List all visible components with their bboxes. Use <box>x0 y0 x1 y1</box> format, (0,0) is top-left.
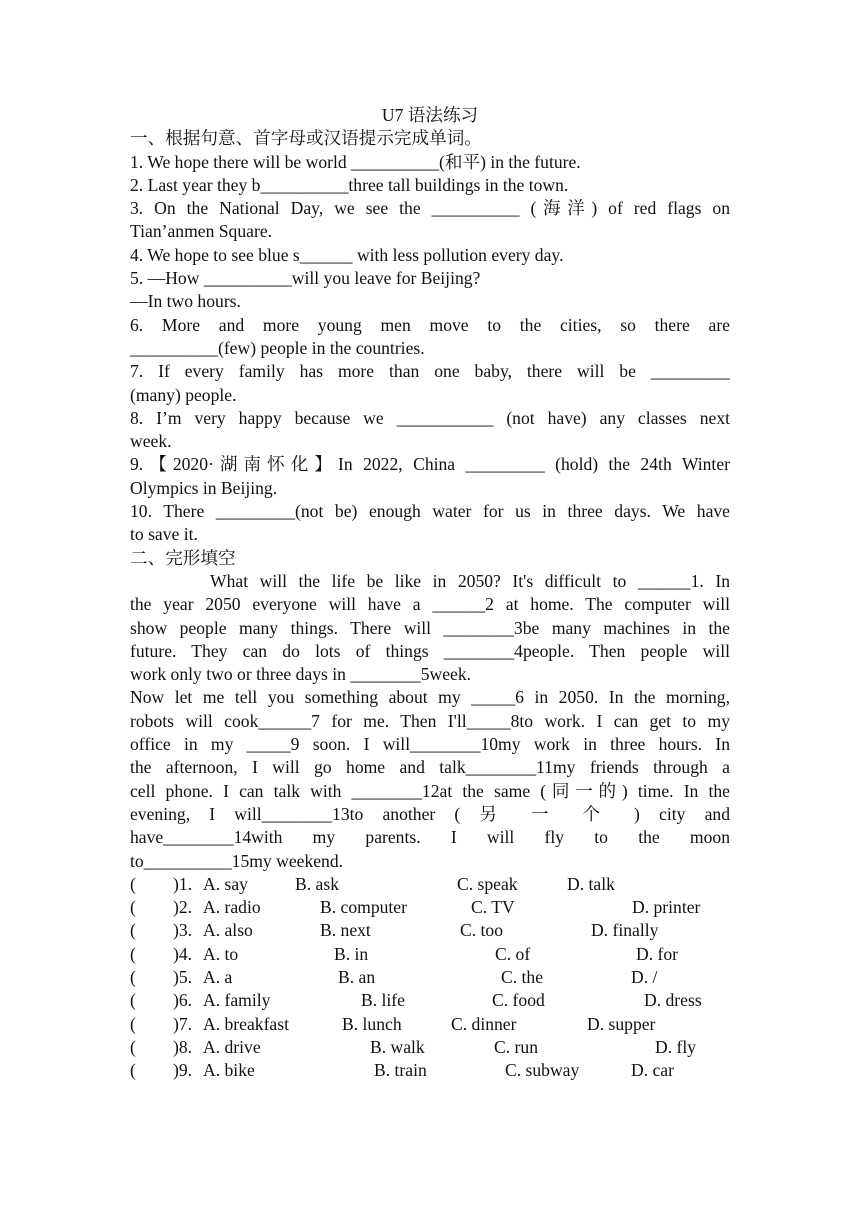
passage-line: work only two or three days in ________5week. <box>130 664 472 685</box>
option-c: C. run <box>494 1036 538 1057</box>
question-line: Olympics in Beijing. <box>130 477 278 498</box>
option-row <box>130 919 730 942</box>
option-b: B. life <box>361 990 405 1011</box>
passage-line: to__________15my weekend. <box>130 850 344 871</box>
option-row <box>130 1059 730 1082</box>
option-b: B. in <box>334 943 369 964</box>
question-line: 2. Last year they b__________three tall buildings in the town. <box>130 174 569 195</box>
option-a: A. also <box>203 920 253 941</box>
option-c: C. speak <box>457 873 518 894</box>
passage-line: have________14with my parents. I will fly to the moon <box>130 827 730 848</box>
option-a: A. a <box>203 966 233 987</box>
option-a: A. breakfast <box>203 1013 289 1034</box>
option-row <box>130 1036 730 1059</box>
option-row <box>130 896 730 919</box>
option-row <box>130 943 730 966</box>
answer-paren: ( <box>130 873 136 894</box>
options-list <box>130 873 730 1083</box>
worksheet-page <box>130 104 730 1082</box>
answer-paren: ( <box>130 1013 136 1034</box>
option-a: A. bike <box>203 1060 255 1081</box>
question-line: 1. We hope there will be world __________(和平) in the future. <box>130 151 581 172</box>
question-number: )9. <box>173 1060 193 1081</box>
option-d: D. / <box>631 966 658 987</box>
option-b: B. lunch <box>342 1013 402 1034</box>
option-d: D. supper <box>587 1013 656 1034</box>
question-line: __________(few) people in the countries. <box>130 337 425 358</box>
option-d: D. for <box>636 943 679 964</box>
option-d: D. fly <box>655 1036 697 1057</box>
question-line: to save it. <box>130 524 198 545</box>
option-c: C. dinner <box>451 1013 517 1034</box>
question-line: 7. If every family has more than one baby, there will be _________ <box>130 361 730 382</box>
question-number: )2. <box>173 897 193 918</box>
option-c: C. TV <box>471 897 515 918</box>
answer-paren: ( <box>130 897 136 918</box>
option-row <box>130 966 730 989</box>
option-a: A. to <box>203 943 239 964</box>
answer-paren: ( <box>130 990 136 1011</box>
question-line: Tian’anmen Square. <box>130 221 273 242</box>
passage-line: office in my _____9 soon. I will________10my work in three hours. In <box>130 734 730 755</box>
question-line: 6. More and more young men move to the cities, so there are <box>130 314 730 335</box>
option-d: D. car <box>631 1060 674 1081</box>
question-line: 9.【2020·湖南怀化】In 2022, China _________ (hold) the 24th Winter <box>130 454 730 475</box>
answer-paren: ( <box>130 943 136 964</box>
passage-line: evening, I will________13to another ( 另 一 个 ) city and <box>130 803 730 824</box>
answer-paren: ( <box>130 1060 136 1081</box>
question-number: )7. <box>173 1013 193 1034</box>
question-line: (many) people. <box>130 384 237 405</box>
option-a: A. say <box>203 873 248 894</box>
question-number: )6. <box>173 990 193 1011</box>
question-number: )1. <box>173 873 193 894</box>
option-b: B. next <box>320 920 371 941</box>
question-line: 10. There _________(not be) enough water for us in three days. We have <box>130 501 730 522</box>
passage-line: robots will cook______7 for me. Then I'll_____8to work. I can get to my <box>130 710 730 731</box>
question-number: )5. <box>173 966 193 987</box>
option-b: B. computer <box>320 897 407 918</box>
option-a: A. family <box>203 990 271 1011</box>
answer-paren: ( <box>130 920 136 941</box>
answer-paren: ( <box>130 966 136 987</box>
section1-questions <box>130 151 730 547</box>
passage-line: the afternoon, I will go home and talk________11my friends through a <box>130 757 730 778</box>
passage-line: future. They can do lots of things ________4people. Then people will <box>130 640 730 661</box>
option-b: B. ask <box>295 873 339 894</box>
passage-line: cell phone. I can talk with ________12at the same (同一的) time. In the <box>130 780 730 801</box>
option-a: A. radio <box>203 897 261 918</box>
option-a: A. drive <box>203 1036 261 1057</box>
option-row <box>130 1013 730 1036</box>
option-b: B. walk <box>370 1036 425 1057</box>
question-number: )8. <box>173 1036 193 1057</box>
question-number: )3. <box>173 920 193 941</box>
option-row <box>130 989 730 1012</box>
option-c: C. food <box>492 990 545 1011</box>
question-line: 8. I’m very happy because we ___________ (not have) any classes next <box>130 407 730 428</box>
question-line: 5. —How __________will you leave for Beijing? <box>130 268 481 289</box>
passage-line: What will the life be like in 2050? It's difficult to ______1. In <box>210 570 730 591</box>
passage-line: the year 2050 everyone will have a ______2 at home. The computer will <box>130 594 730 615</box>
section2-heading: 二、完形填空 <box>130 547 236 568</box>
question-line: —In two hours. <box>130 291 241 312</box>
option-c: C. of <box>495 943 531 964</box>
option-c: C. too <box>460 920 504 941</box>
section1-heading: 一、根据句意、首字母或汉语提示完成单词。 <box>130 128 482 149</box>
option-d: D. talk <box>567 873 615 894</box>
passage-line: Now let me tell you something about my _____6 in 2050. In the morning, <box>130 687 730 708</box>
page-title: U7 语法练习 <box>381 105 479 125</box>
passage-line: show people many things. There will ________3be many machines in the <box>130 617 730 638</box>
option-c: C. the <box>501 966 544 987</box>
option-b: B. train <box>374 1060 427 1081</box>
question-line: week. <box>130 431 172 452</box>
option-d: D. dress <box>644 990 702 1011</box>
option-row <box>130 873 730 896</box>
question-line: 4. We hope to see blue s______ with less pollution every day. <box>130 244 564 265</box>
option-b: B. an <box>338 966 376 987</box>
option-d: D. printer <box>632 897 701 918</box>
option-d: D. finally <box>591 920 659 941</box>
question-number: )4. <box>173 943 193 964</box>
option-c: C. subway <box>505 1060 580 1081</box>
cloze-passage <box>130 570 730 873</box>
question-line: 3. On the National Day, we see the __________ (海洋) of red flags on <box>130 198 730 219</box>
answer-paren: ( <box>130 1036 136 1057</box>
